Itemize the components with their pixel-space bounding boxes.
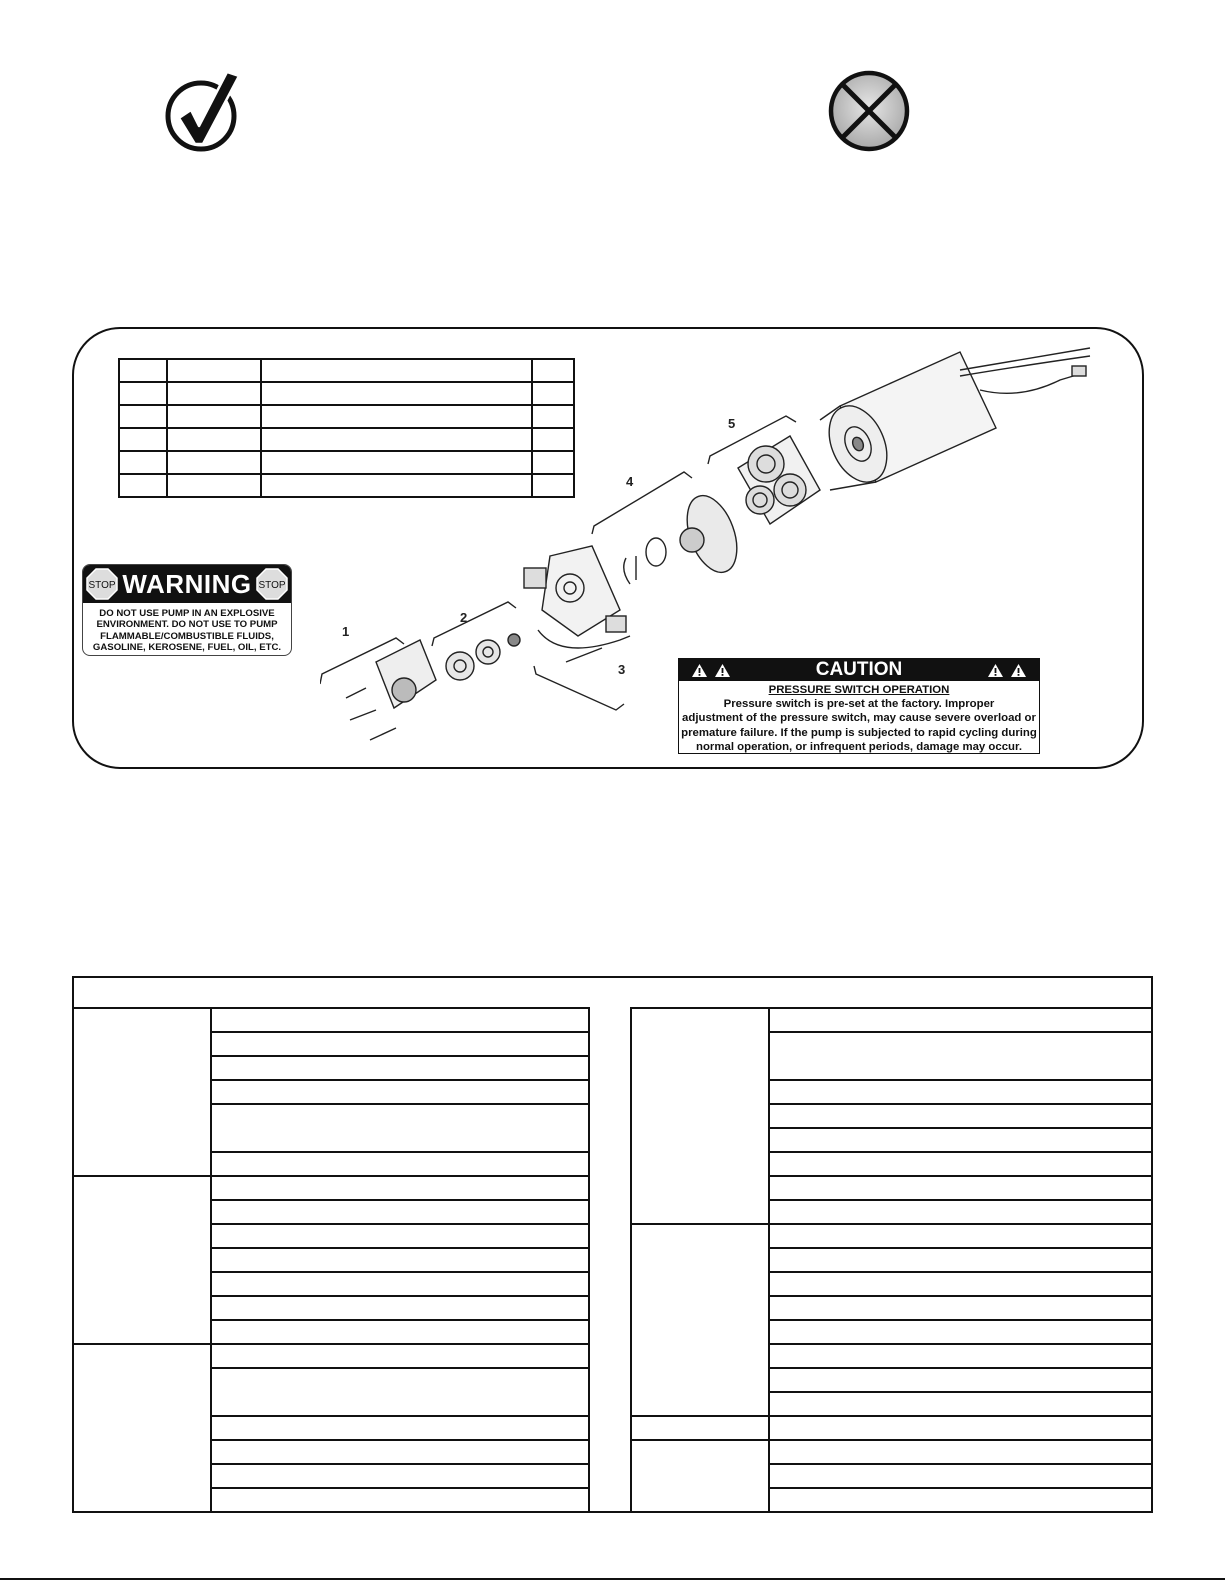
warning-triangle-icon — [987, 663, 1027, 678]
caution-header — [679, 659, 1039, 681]
part-4-diaphragm — [592, 472, 746, 584]
troubleshooting-left-table — [72, 1007, 590, 1513]
svg-text:STOP: STOP — [88, 580, 116, 591]
diagram-label-2: 2 — [460, 610, 468, 625]
table-row — [631, 1440, 1152, 1464]
table-row — [631, 1008, 1152, 1032]
diagram-label-3: 3 — [618, 662, 626, 677]
page-bottom-rule — [0, 1578, 1225, 1580]
x-icon — [828, 70, 910, 152]
troubleshooting-right-table — [630, 1007, 1153, 1513]
caution-title: CAUTION — [815, 659, 903, 680]
pump-head — [524, 546, 630, 648]
stop-sign-icon — [86, 568, 118, 600]
table-row — [73, 1176, 589, 1200]
check-icon — [165, 68, 243, 156]
warning-title: WARNING — [122, 568, 252, 599]
table-row — [73, 1344, 589, 1368]
caution-subtitle: PRESSURE SWITCH OPERATION — [768, 684, 950, 696]
svg-text:STOP: STOP — [258, 580, 286, 591]
table-row — [631, 1224, 1152, 1248]
motor-illustration — [818, 348, 1090, 491]
diagram-label-1: 1 — [342, 624, 350, 639]
warning-label — [82, 564, 292, 656]
caution-text: PRESSURE SWITCH OPERATION Pressure switch is pre-set at the factory. Improper adjustment of the pressure switch, may cause severe overload or premature failure. If the pump is subjected to rapid cycling during normal operation, or infrequent periods, damage may occur. — [679, 681, 1039, 754]
table-row — [73, 1008, 589, 1032]
stop-sign-icon — [256, 568, 288, 600]
part-1-switch — [320, 638, 436, 740]
warning-header — [83, 565, 291, 603]
diagram-label-5: 5 — [728, 416, 736, 431]
part-5-housing — [708, 416, 820, 524]
table-row — [631, 1416, 1152, 1440]
part-2-valve — [432, 602, 520, 680]
caution-label — [678, 658, 1040, 754]
part-3-screw — [534, 648, 624, 710]
warning-triangle-icon — [691, 663, 731, 678]
diagram-label-4: 4 — [626, 474, 634, 489]
warning-text: DO NOT USE PUMP IN AN EXPLOSIVE ENVIRONMENT. DO NOT USE TO PUMP FLAMMABLE/COMBUSTIBLE FLUIDS, GASOLINE, KEROSENE, FUEL, OIL, ETC. — [92, 608, 282, 654]
